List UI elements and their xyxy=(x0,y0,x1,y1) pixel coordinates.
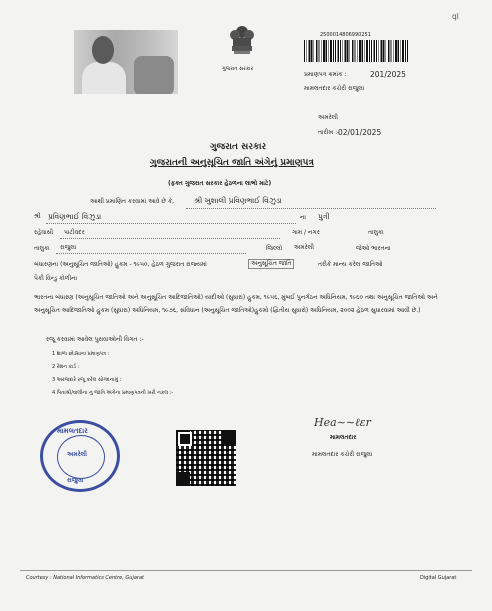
signature: Hea∼∼ℓεr xyxy=(314,416,371,429)
cert-no-value: 201/2025 xyxy=(370,70,406,79)
taluka: રાજુલા xyxy=(60,244,77,251)
certificate-subtitle: (ફક્ત ગુજરાત સરકાર હેઠળના લાભો માટે) xyxy=(168,180,272,187)
office-line: મામલતદાર કચેરી રાજુલા xyxy=(304,85,365,92)
date-label: તારીખ :- xyxy=(318,129,340,136)
govt-title: ગુજરાત સરકાર xyxy=(210,142,267,152)
footer-courtesy: Courtesy : National Informatics Centre, Gujarat xyxy=(26,575,144,581)
village-tail: તાલુકા xyxy=(368,229,384,236)
qr-code xyxy=(176,430,236,486)
page-mark: ql xyxy=(452,12,459,21)
village-label: રહેવાસી xyxy=(34,229,54,236)
date-value: 02/01/2025 xyxy=(338,128,382,137)
doc-item-1: 1 શાળા છોડ્યાના પ્રમાણપત્ર : xyxy=(52,351,110,357)
district-label: જિલ્લો xyxy=(266,245,283,252)
signatory-designation: મામલતદાર xyxy=(330,434,357,441)
father-name: પ્રવિણભાઈ વિંઝુડા xyxy=(48,212,102,221)
signatory-office: મામલતદાર કચેરી રાજુલા xyxy=(312,451,373,458)
emblem-caption: ગુજરાત સરકાર xyxy=(222,66,254,72)
legal-paragraph: ભારતના બંધારણ (અનુસૂચિત જાતિઓ અને અનુસૂચિત આદિજાતિઓ) યાદીઓ (સુધારા) હુકમ, ૧૯૫૬, મુંબઈ પુનર્ગઠન અધિનિયમ, ૧૯૬૦ તથા અનુસૂચિત જાતિઓ અને અનુસૂચિત આદિજાતિઓ હુકમ (સુધારા) અધિનિયમ, ૧૯૭૬, સંવિધાન (અનુસૂચિત જાતિઓ)હુકમો (દ્વિતીય સુધારો) અધિનિયમ, ૨૦૦૨ હેઠળ સુધારવામાં આવી છે.) xyxy=(34,294,438,314)
state-tail: જેઓ ભારતના xyxy=(356,245,391,252)
doc-item-3: 3 અરજદારે રજૂ કરેલ સોગંદનામું : xyxy=(52,377,122,383)
certificate-title: ગુજરાતની અનુસૂચિત જાતિ અંગેનું પ્રમાણપત્ર xyxy=(150,158,314,168)
taluka-label: તાલુકા xyxy=(34,245,50,252)
constitution-line: બંધારણના (અનુસૂચિત જાતિઓ) હુકમ - ૧૯૫૦, હેઠળ ગુજરાત રાજ્યમાં xyxy=(34,261,207,268)
village: પાટીવદર xyxy=(64,229,85,236)
district: અમરેલી xyxy=(294,244,314,251)
relation: પુત્રી xyxy=(318,212,330,221)
doc-item-4: 4 પિતાશ્રી/વાલીના નું જાતિ અંગેના પ્રમાણપત્રની ખરી નકલ :- xyxy=(52,390,174,396)
doc-item-2: 2 રેશન કાર્ડ : xyxy=(52,364,80,370)
certify-prefix: આથી પ્રમાણિત કરવામાં આવે છે કે, xyxy=(90,198,175,205)
father-prefix: શ્રી xyxy=(34,213,41,220)
caste-box: અનુસૂચિત જાતિ xyxy=(248,259,294,269)
barcode-number: 2500014806990251 xyxy=(320,32,371,38)
barcode xyxy=(304,40,408,62)
footer-brand: Digital Gujarat xyxy=(420,575,457,581)
stamp-bottom: રાજુલા xyxy=(67,477,84,484)
place-label: અમરેલી xyxy=(318,114,338,121)
caste-tail: તરીકે માન્ય કરેલ જાતિઓ xyxy=(318,261,383,268)
national-emblem-icon xyxy=(222,20,262,64)
village-mid: ગામ / નગર xyxy=(292,229,320,236)
official-stamp xyxy=(40,420,120,492)
relation-mid: ના xyxy=(300,214,306,221)
cert-no-label: પ્રમાણપત્ર ક્રમાંક : xyxy=(304,71,347,78)
applicant-name: શ્રી ખુશાલી પ્રવિણભાઈ વિંઝુડા xyxy=(194,196,282,205)
docs-heading: રજૂ કરવામાં આવેલ પુરાવાઓની વિગત :- xyxy=(46,336,144,343)
stamp-top: મામલતદાર xyxy=(57,427,88,435)
applicant-photo xyxy=(74,30,178,94)
stamp-middle: અમરેલી xyxy=(67,451,87,458)
subcaste-line: પૈકી વિન્ડુ કોળીના xyxy=(34,275,78,282)
